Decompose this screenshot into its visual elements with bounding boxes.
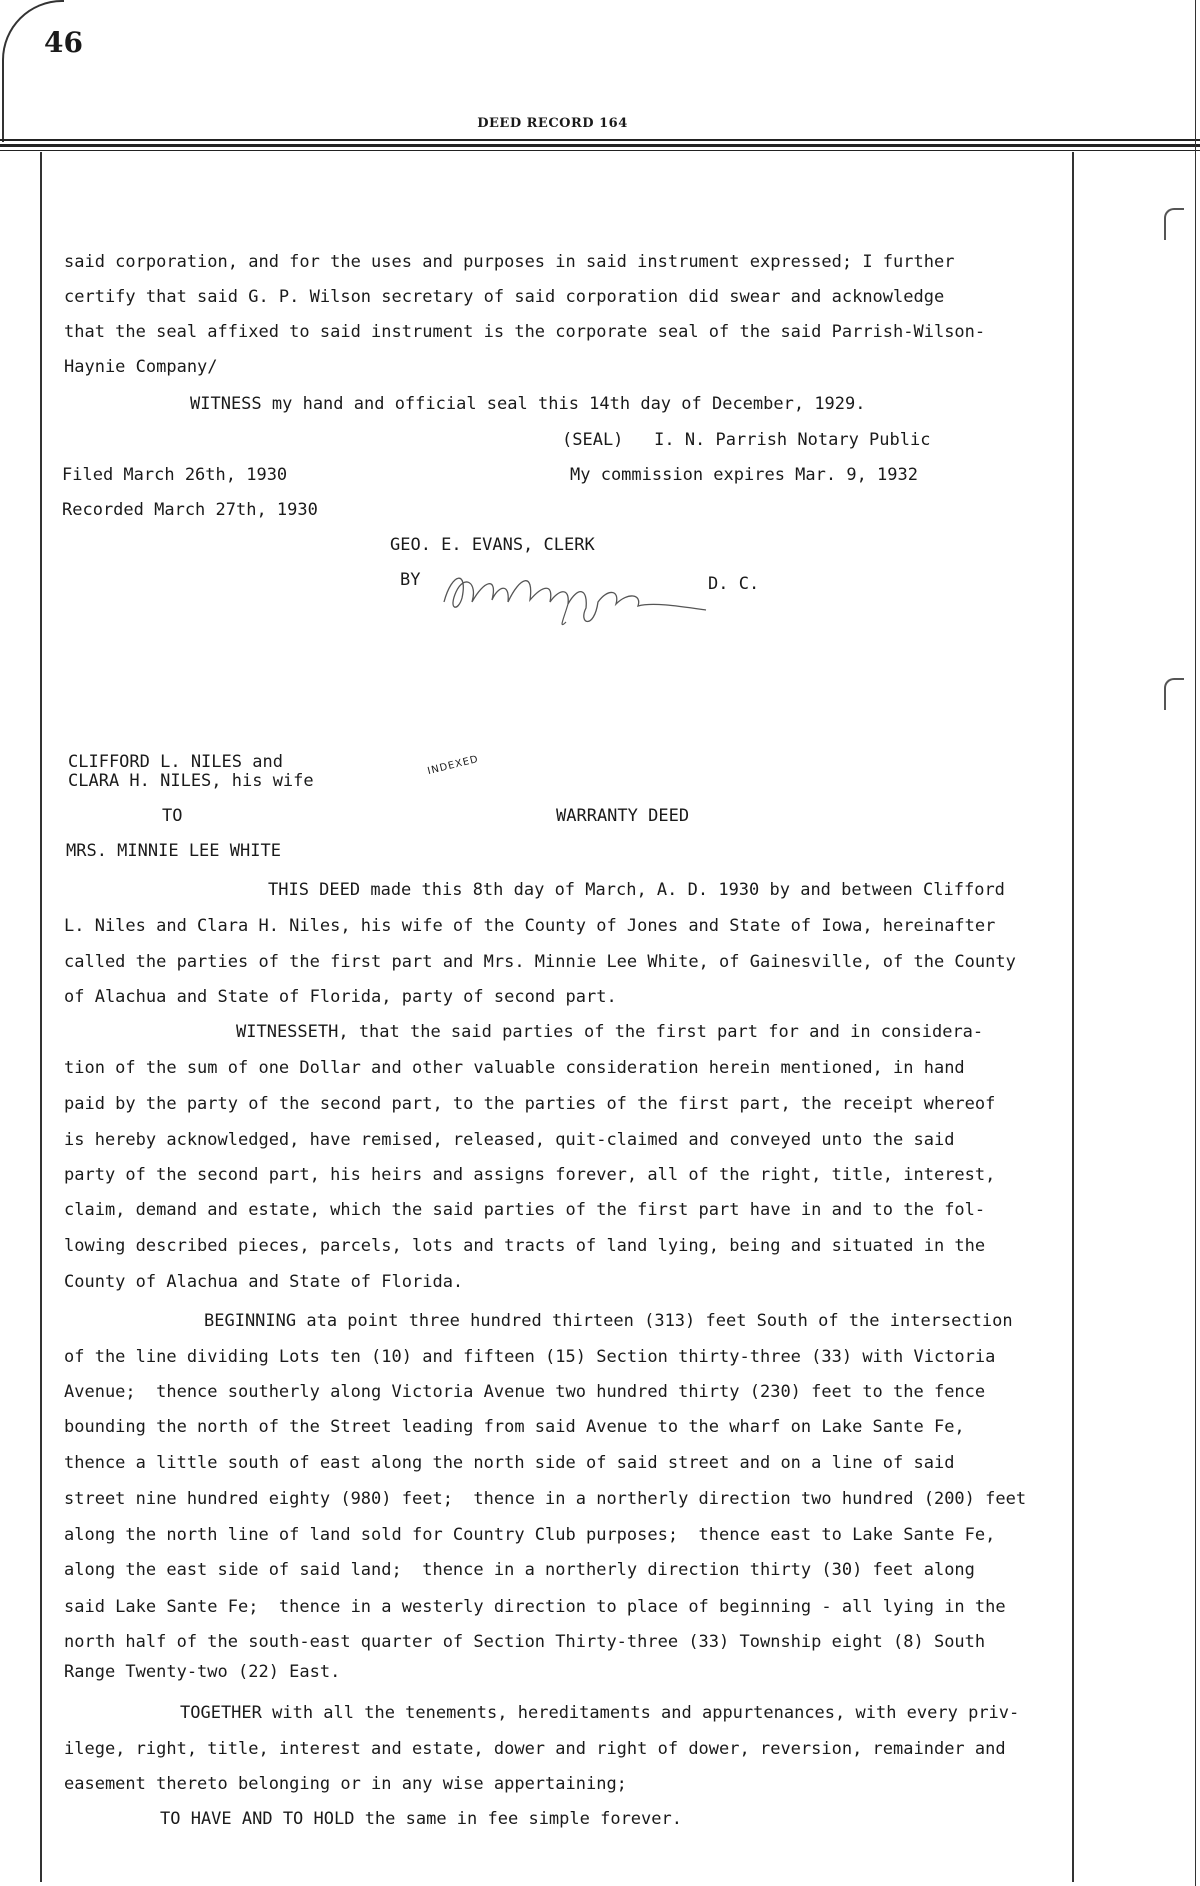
body-line: TOGETHER with all the tenements, hereditaments and appurtenances, with every priv- (180, 1703, 1020, 1723)
body-line: said Lake Sante Fe; thence in a westerly direction to place of beginning - all lying in the (64, 1597, 1006, 1617)
left-margin-line (40, 152, 42, 1882)
acknowledgment-line: that the seal affixed to said instrument is the corporate seal of the said Parrish-Wilson- (64, 322, 986, 342)
body-line: thence a little south of east along the north side of said street and on a line of said (64, 1453, 955, 1473)
body-line: Range Twenty-two (22) East. (64, 1662, 341, 1682)
clerk-name: GEO. E. EVANS, CLERK (390, 535, 595, 555)
header-rule-middle (0, 144, 1200, 147)
body-line: north half of the south-east quarter of Section Thirty-three (33) Township eight (8) South (64, 1632, 986, 1652)
header-rule-bottom (0, 150, 1200, 151)
acknowledgment-line: said corporation, and for the uses and purposes in said instrument expressed; I further (64, 252, 955, 272)
notary-line: (SEAL) I. N. Parrish Notary Public (562, 430, 931, 450)
record-title: DEED RECORD 164 (477, 116, 628, 131)
body-line: lowing described pieces, parcels, lots and tracts of land lying, being and situated in the (64, 1236, 986, 1256)
body-line: of Alachua and State of Florida, party of second part. (64, 987, 617, 1007)
body-line: street nine hundred eighty (980) feet; thence in a northerly direction two hundred (200) feet (64, 1489, 1027, 1509)
body-line: along the north line of land sold for Country Club purposes; thence east to Lake Sante Fe, (64, 1525, 996, 1545)
commission-expiry: My commission expires Mar. 9, 1932 (570, 465, 918, 485)
body-line: along the east side of said land; thence in a northerly direction thirty (30) feet along (64, 1560, 975, 1580)
to-label: TO (162, 806, 183, 826)
right-margin-line (1072, 152, 1074, 1882)
body-line: easement thereto belonging or in any wise appertaining; (64, 1774, 627, 1794)
witness-line: WITNESS my hand and official seal this 14th day of December, 1929. (190, 394, 866, 414)
body-line: bounding the north of the Street leading from said Avenue to the wharf on Lake Sante Fe, (64, 1417, 965, 1437)
grantee-name: MRS. MINNIE LEE WHITE (66, 841, 281, 861)
acknowledgment-line: Haynie Company/ (64, 357, 218, 377)
body-line: County of Alachua and State of Florida. (64, 1272, 464, 1292)
deed-type: WARRANTY DEED (556, 806, 690, 826)
by-label: BY (400, 570, 421, 590)
body-line: tion of the sum of one Dollar and other valuable consideration herein mentioned, in hand (64, 1058, 965, 1078)
body-line: paid by the party of the second part, to the parties of the first part, the receipt whereof (64, 1094, 996, 1114)
body-line: L. Niles and Clara H. Niles, his wife of the County of Jones and State of Iowa, hereinafter (64, 916, 996, 936)
indexed-stamp: INDEXED (426, 753, 480, 778)
grantor-line: CLARA H. NILES, his wife (68, 771, 314, 791)
body-line: ilege, right, title, interest and estate, dower and right of dower, reversion, remainder and (64, 1739, 1006, 1759)
body-line: claim, demand and estate, which the said parties of the first part have in and to the fol- (64, 1200, 986, 1220)
body-line: called the parties of the first part and Mrs. Minnie Lee White, of Gainesville, of the County (64, 952, 1016, 972)
header-rule-top (0, 139, 1200, 141)
body-line: of the line dividing Lots ten (10) and fifteen (15) Section thirty-three (33) with Victoria (64, 1347, 996, 1367)
acknowledgment-line: certify that said G. P. Wilson secretary of said corporation did swear and acknowledge (64, 287, 945, 307)
page-edge-line (1195, 0, 1196, 1886)
filed-date: Filed March 26th, 1930 (62, 465, 288, 485)
body-line: WITNESSETH, that the said parties of the first part for and in considera- (236, 1022, 984, 1042)
recorded-date: Recorded March 27th, 1930 (62, 500, 318, 520)
deputy-clerk-label: D. C. (708, 574, 760, 594)
body-line: THIS DEED made this 8th day of March, A. D. 1930 by and between Clifford (268, 880, 1005, 900)
grantor-line: CLIFFORD L. NILES and (68, 752, 283, 772)
margin-tab-mark (1164, 678, 1184, 710)
body-line: BEGINNING ata point three hundred thirteen (313) feet South of the intersection (204, 1311, 1013, 1331)
body-line: Avenue; thence southerly along Victoria Avenue two hundred thirty (230) feet to the fence (64, 1382, 986, 1402)
page-number: 46 (44, 26, 83, 59)
body-line: TO HAVE AND TO HOLD the same in fee simple forever. (160, 1809, 682, 1829)
deputy-clerk-signature (438, 552, 708, 632)
body-line: party of the second part, his heirs and assigns forever, all of the right, title, interest, (64, 1165, 996, 1185)
margin-tab-mark (1164, 208, 1184, 240)
body-line: is hereby acknowledged, have remised, released, quit-claimed and conveyed unto the said (64, 1130, 955, 1150)
